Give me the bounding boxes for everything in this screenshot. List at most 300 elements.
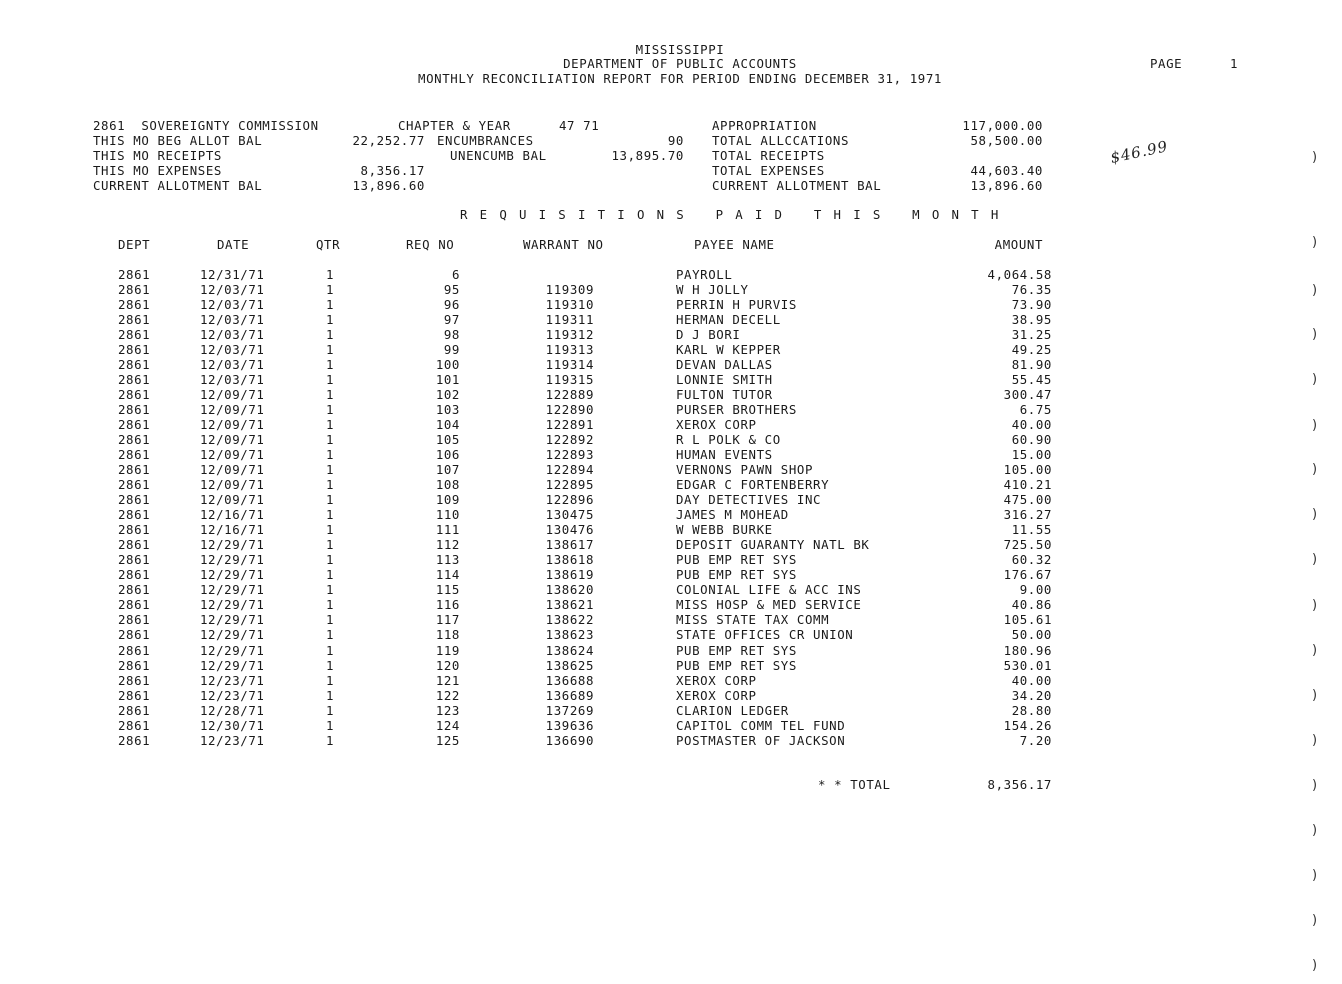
row-amount: 180.96: [1003, 642, 1052, 658]
col-warrant-no: WARRANT NO: [523, 237, 604, 252]
row-dept: 2861: [118, 522, 151, 538]
row-payee-name: PUB EMP RET SYS: [676, 657, 797, 673]
row-date: 12/31/71: [200, 267, 265, 282]
section-title: REQUISITIONS PAID THIS MONTH: [460, 207, 1011, 222]
row-payee-name: VERNONS PAWN SHOP: [676, 462, 814, 478]
row-req-no: 108: [435, 477, 460, 493]
row-req-no: 116: [435, 597, 460, 613]
table-row: [0, 733, 1342, 748]
row-dept: 2861: [118, 417, 151, 433]
row-warrant-no: 136688: [545, 672, 594, 688]
report-title: MONTHLY RECONCILIATION REPORT FOR PERIOD ENDING DECEMBER 31, 1971: [418, 71, 942, 86]
table-row: [0, 432, 1342, 447]
margin-mark-icon: ): [1312, 733, 1318, 748]
row-warrant-no: 138622: [545, 612, 594, 628]
row-date: 12/03/71: [200, 312, 265, 328]
appropriation-value: 117,000.00: [962, 118, 1043, 133]
unencumb-label: UNENCUMB BAL: [450, 148, 547, 163]
row-qtr: 1: [326, 642, 335, 658]
report-department: DEPARTMENT OF PUBLIC ACCOUNTS: [563, 56, 797, 71]
row-payee-name: PUB EMP RET SYS: [676, 567, 797, 583]
row-req-no: 123: [435, 702, 460, 718]
row-dept: 2861: [118, 372, 151, 388]
table-row: [0, 492, 1342, 507]
row-qtr: 1: [326, 597, 335, 613]
row-warrant-no: 122892: [545, 432, 594, 448]
row-payee-name: W H JOLLY: [676, 282, 749, 298]
row-req-no: 99: [443, 342, 460, 358]
row-amount: 725.50: [1003, 537, 1052, 553]
row-amount: 34.20: [1011, 687, 1052, 703]
row-dept: 2861: [118, 582, 151, 598]
row-warrant-no: 139636: [545, 717, 594, 733]
page-label: PAGE: [1150, 56, 1183, 71]
row-date: 12/29/71: [200, 552, 265, 568]
row-payee-name: PERRIN H PURVIS: [676, 297, 797, 313]
row-date: 12/03/71: [200, 372, 265, 388]
row-payee-name: DEVAN DALLAS: [676, 357, 773, 373]
row-dept: 2861: [118, 507, 151, 523]
row-dept: 2861: [118, 627, 151, 643]
row-amount: 176.67: [1003, 567, 1052, 583]
table-row: [0, 552, 1342, 567]
row-warrant-no: 119310: [545, 297, 594, 313]
margin-mark-icon: ): [1312, 868, 1318, 883]
row-amount: 49.25: [1011, 342, 1052, 358]
table-row: [0, 312, 1342, 327]
row-warrant-no: 130475: [545, 507, 594, 523]
row-dept: 2861: [118, 717, 151, 733]
row-date: 12/09/71: [200, 447, 265, 463]
row-date: 12/29/71: [200, 567, 265, 583]
row-req-no: 96: [443, 297, 460, 313]
row-warrant-no: 138621: [545, 597, 594, 613]
row-qtr: 1: [326, 282, 335, 298]
table-row: [0, 643, 1342, 658]
row-date: 12/29/71: [200, 537, 265, 553]
row-qtr: 1: [326, 612, 335, 628]
row-payee-name: HUMAN EVENTS: [676, 447, 773, 463]
row-amount: 154.26: [1003, 717, 1052, 733]
margin-mark-icon: ): [1312, 552, 1318, 567]
row-warrant-no: 122894: [545, 462, 594, 478]
row-date: 12/03/71: [200, 357, 265, 373]
row-warrant-no: 138617: [545, 537, 594, 553]
row-payee-name: STATE OFFICES CR UNION: [676, 627, 854, 643]
row-amount: 40.86: [1011, 597, 1052, 613]
beg-allot-label: THIS MO BEG ALLOT BAL: [93, 133, 263, 148]
row-qtr: 1: [326, 297, 335, 313]
chapter-year-label: CHAPTER & YEAR: [398, 118, 511, 133]
row-qtr: 1: [326, 717, 335, 733]
row-date: 12/03/71: [200, 297, 265, 313]
table-row: [0, 357, 1342, 372]
row-date: 12/29/71: [200, 657, 265, 673]
col-qtr: QTR: [316, 237, 341, 252]
row-amount: 300.47: [1003, 387, 1052, 403]
beg-allot-value: 22,252.77: [352, 133, 425, 148]
margin-mark-icon: ): [1312, 462, 1318, 477]
row-req-no: 111: [435, 522, 460, 538]
row-req-no: 115: [435, 582, 460, 598]
table-row: [0, 372, 1342, 387]
row-dept: 2861: [118, 537, 151, 553]
table-row: [0, 718, 1342, 733]
col-date: DATE: [217, 237, 250, 252]
table-row: [0, 627, 1342, 642]
table-row: [0, 282, 1342, 297]
row-warrant-no: 119315: [545, 372, 594, 388]
margin-mark-icon: ): [1312, 688, 1318, 703]
row-date: 12/29/71: [200, 582, 265, 598]
row-dept: 2861: [118, 732, 151, 748]
row-dept: 2861: [118, 402, 151, 418]
margin-mark-icon: ): [1312, 507, 1318, 522]
row-dept: 2861: [118, 357, 151, 373]
col-dept: DEPT: [118, 237, 151, 252]
row-req-no: 101: [435, 372, 460, 388]
row-date: 12/16/71: [200, 522, 265, 538]
row-dept: 2861: [118, 687, 151, 703]
row-date: 12/23/71: [200, 687, 265, 703]
row-req-no: 125: [435, 732, 460, 748]
row-payee-name: R L POLK & CO: [676, 432, 781, 448]
row-qtr: 1: [326, 402, 335, 418]
row-warrant-no: 138619: [545, 567, 594, 583]
row-dept: 2861: [118, 342, 151, 358]
row-qtr: 1: [326, 552, 335, 568]
row-req-no: 95: [443, 282, 460, 298]
row-payee-name: EDGAR C FORTENBERRY: [676, 477, 830, 493]
row-req-no: 110: [435, 507, 460, 523]
row-payee-name: XEROX CORP: [676, 417, 757, 433]
row-payee-name: LONNIE SMITH: [676, 372, 773, 388]
row-date: 12/16/71: [200, 507, 265, 523]
appropriation-label: APPROPRIATION: [712, 118, 817, 133]
row-warrant-no: 138620: [545, 582, 594, 598]
table-row: [0, 462, 1342, 477]
row-dept: 2861: [118, 447, 151, 463]
row-amount: 40.00: [1011, 417, 1052, 433]
row-date: 12/30/71: [200, 717, 265, 733]
row-date: 12/03/71: [200, 282, 265, 298]
row-payee-name: D J BORI: [676, 327, 741, 343]
row-req-no: 106: [435, 447, 460, 463]
row-date: 12/09/71: [200, 402, 265, 418]
expenses-value: 8,356.17: [360, 163, 425, 178]
row-payee-name: FULTON TUTOR: [676, 387, 773, 403]
row-dept: 2861: [118, 327, 151, 343]
row-req-no: 104: [435, 417, 460, 433]
row-payee-name: PURSER BROTHERS: [676, 402, 797, 418]
row-qtr: 1: [326, 672, 335, 688]
row-dept: 2861: [118, 477, 151, 493]
row-date: 12/09/71: [200, 462, 265, 478]
row-qtr: 1: [326, 492, 335, 508]
row-amount: 530.01: [1003, 657, 1052, 673]
table-row: [0, 522, 1342, 537]
row-amount: 15.00: [1011, 447, 1052, 463]
row-payee-name: CLARION LEDGER: [676, 702, 789, 718]
current-allot-label: CURRENT ALLOTMENT BAL: [93, 178, 263, 193]
row-dept: 2861: [118, 462, 151, 478]
row-warrant-no: 119312: [545, 327, 594, 343]
row-qtr: 1: [326, 387, 335, 403]
row-date: 12/29/71: [200, 642, 265, 658]
table-row: [0, 477, 1342, 492]
row-date: 12/09/71: [200, 417, 265, 433]
page-number: 1: [1230, 56, 1239, 71]
row-dept: 2861: [118, 432, 151, 448]
row-payee-name: DEPOSIT GUARANTY NATL BK: [676, 537, 870, 553]
row-date: 12/28/71: [200, 702, 265, 718]
row-qtr: 1: [326, 327, 335, 343]
row-payee-name: CAPITOL COMM TEL FUND: [676, 717, 846, 733]
col-payee-name: PAYEE NAME: [694, 237, 775, 252]
table-row: [0, 703, 1342, 718]
row-amount: 7.20: [1019, 732, 1052, 748]
row-dept: 2861: [118, 567, 151, 583]
table-row: [0, 447, 1342, 462]
row-amount: 40.00: [1011, 672, 1052, 688]
row-amount: 38.95: [1011, 312, 1052, 328]
row-req-no: 121: [435, 672, 460, 688]
row-amount: 475.00: [1003, 492, 1052, 508]
row-date: 12/23/71: [200, 672, 265, 688]
table-row: [0, 673, 1342, 688]
row-qtr: 1: [326, 582, 335, 598]
row-payee-name: POSTMASTER OF JACKSON: [676, 732, 846, 748]
row-warrant-no: 122896: [545, 492, 594, 508]
row-payee-name: PAYROLL: [676, 267, 733, 282]
row-amount: 81.90: [1011, 357, 1052, 373]
row-dept: 2861: [118, 492, 151, 508]
row-qtr: 1: [326, 567, 335, 583]
row-date: 12/29/71: [200, 627, 265, 643]
row-qtr: 1: [326, 522, 335, 538]
row-date: 12/09/71: [200, 432, 265, 448]
receipts-label: THIS MO RECEIPTS: [93, 148, 222, 163]
total-value: 8,356.17: [987, 777, 1052, 792]
row-warrant-no: 119314: [545, 357, 594, 373]
row-req-no: 105: [435, 432, 460, 448]
row-dept: 2861: [118, 387, 151, 403]
row-dept: 2861: [118, 267, 151, 282]
row-payee-name: PUB EMP RET SYS: [676, 552, 797, 568]
table-row: [0, 342, 1342, 357]
row-qtr: 1: [326, 687, 335, 703]
row-dept: 2861: [118, 702, 151, 718]
row-amount: 6.75: [1019, 402, 1052, 418]
row-req-no: 109: [435, 492, 460, 508]
table-row: [0, 537, 1342, 552]
expenses-label: THIS MO EXPENSES: [93, 163, 222, 178]
row-dept: 2861: [118, 672, 151, 688]
row-amount: 105.61: [1003, 612, 1052, 628]
row-amount: 73.90: [1011, 297, 1052, 313]
row-qtr: 1: [326, 627, 335, 643]
col-req-no: REQ NO: [406, 237, 455, 252]
table-row: [0, 597, 1342, 612]
row-dept: 2861: [118, 282, 151, 298]
margin-mark-icon: ): [1312, 327, 1318, 342]
row-warrant-no: 136690: [545, 732, 594, 748]
row-amount: 410.21: [1003, 477, 1052, 493]
row-date: 12/09/71: [200, 492, 265, 508]
row-dept: 2861: [118, 597, 151, 613]
row-payee-name: PUB EMP RET SYS: [676, 642, 797, 658]
row-qtr: 1: [326, 657, 335, 673]
row-dept: 2861: [118, 312, 151, 328]
row-amount: 11.55: [1011, 522, 1052, 538]
row-req-no: 98: [443, 327, 460, 343]
current-allotment-value: 13,896.60: [970, 178, 1043, 193]
agency-name: 2861 SOVEREIGNTY COMMISSION: [93, 118, 319, 133]
row-amount: 60.90: [1011, 432, 1052, 448]
margin-mark-icon: ): [1312, 598, 1318, 613]
row-qtr: 1: [326, 417, 335, 433]
row-dept: 2861: [118, 642, 151, 658]
row-req-no: 118: [435, 627, 460, 643]
row-req-no: 107: [435, 462, 460, 478]
margin-mark-icon: ): [1312, 958, 1318, 973]
row-warrant-no: 138618: [545, 552, 594, 568]
table-row: [0, 658, 1342, 673]
row-warrant-no: 122890: [545, 402, 594, 418]
row-payee-name: KARL W KEPPER: [676, 342, 781, 358]
row-date: 12/03/71: [200, 342, 265, 358]
table-row: [0, 402, 1342, 417]
row-date: 12/23/71: [200, 732, 265, 748]
row-qtr: 1: [326, 342, 335, 358]
col-amount: AMOUNT: [994, 237, 1043, 252]
table-row: [0, 507, 1342, 522]
margin-mark-icon: ): [1312, 823, 1318, 838]
row-warrant-no: 122893: [545, 447, 594, 463]
row-payee-name: DAY DETECTIVES INC: [676, 492, 822, 508]
row-qtr: 1: [326, 702, 335, 718]
row-amount: 105.00: [1003, 462, 1052, 478]
total-label: * * TOTAL: [818, 777, 891, 792]
row-req-no: 120: [435, 657, 460, 673]
table-row: [0, 267, 1342, 282]
row-warrant-no: 138625: [545, 657, 594, 673]
row-warrant-no: 119311: [545, 312, 594, 328]
row-payee-name: XEROX CORP: [676, 672, 757, 688]
row-amount: 76.35: [1011, 282, 1052, 298]
row-req-no: 117: [435, 612, 460, 628]
row-qtr: 1: [326, 312, 335, 328]
row-amount: 55.45: [1011, 372, 1052, 388]
encumbrances-value: 90: [667, 133, 684, 148]
row-req-no: 100: [435, 357, 460, 373]
table-row: [0, 297, 1342, 312]
report-state: MISSISSIPPI: [635, 42, 725, 57]
row-payee-name: HERMAN DECELL: [676, 312, 781, 328]
row-qtr: 1: [326, 462, 335, 478]
table-row: [0, 582, 1342, 597]
margin-mark-icon: ): [1312, 418, 1318, 433]
margin-mark-icon: ): [1312, 372, 1318, 387]
row-amount: 316.27: [1003, 507, 1052, 523]
row-qtr: 1: [326, 447, 335, 463]
row-amount: 4,064.58: [987, 267, 1052, 282]
table-row: [0, 567, 1342, 582]
row-warrant-no: 119313: [545, 342, 594, 358]
row-req-no: 119: [435, 642, 460, 658]
row-warrant-no: 122891: [545, 417, 594, 433]
row-req-no: 97: [443, 312, 460, 328]
row-amount: 60.32: [1011, 552, 1052, 568]
row-qtr: 1: [326, 432, 335, 448]
row-warrant-no: 122895: [545, 477, 594, 493]
chapter-year-value: 47 71: [559, 118, 600, 133]
current-allotment-label: CURRENT ALLOTMENT BAL: [712, 178, 882, 193]
margin-mark-icon: ): [1312, 283, 1318, 298]
row-date: 12/09/71: [200, 477, 265, 493]
row-dept: 2861: [118, 297, 151, 313]
margin-mark-icon: ): [1312, 778, 1318, 793]
margin-mark-icon: ): [1312, 643, 1318, 658]
row-dept: 2861: [118, 657, 151, 673]
row-warrant-no: 138624: [545, 642, 594, 658]
row-req-no: 114: [435, 567, 460, 583]
row-req-no: 112: [435, 537, 460, 553]
row-qtr: 1: [326, 372, 335, 388]
row-dept: 2861: [118, 612, 151, 628]
row-qtr: 1: [326, 537, 335, 553]
row-warrant-no: 119309: [545, 282, 594, 298]
row-date: 12/09/71: [200, 387, 265, 403]
table-row: [0, 387, 1342, 402]
total-receipts-label: TOTAL RECEIPTS: [712, 148, 825, 163]
row-dept: 2861: [118, 552, 151, 568]
total-allocations-value: 58,500.00: [970, 133, 1043, 148]
row-date: 12/29/71: [200, 597, 265, 613]
row-payee-name: W WEBB BURKE: [676, 522, 773, 538]
row-req-no: 113: [435, 552, 460, 568]
row-payee-name: XEROX CORP: [676, 687, 757, 703]
handwritten-note: $46.99: [1108, 137, 1170, 167]
row-amount: 9.00: [1019, 582, 1052, 598]
row-qtr: 1: [326, 732, 335, 748]
row-warrant-no: 136689: [545, 687, 594, 703]
table-header: [0, 237, 1342, 252]
unencumb-value: 13,895.70: [611, 148, 684, 163]
row-payee-name: COLONIAL LIFE & ACC INS: [676, 582, 862, 598]
table-row: [0, 327, 1342, 342]
row-payee-name: MISS HOSP & MED SERVICE: [676, 597, 862, 613]
row-payee-name: JAMES M MOHEAD: [676, 507, 789, 523]
row-req-no: 102: [435, 387, 460, 403]
row-req-no: 103: [435, 402, 460, 418]
row-amount: 31.25: [1011, 327, 1052, 343]
row-date: 12/03/71: [200, 327, 265, 343]
margin-mark-icon: ): [1312, 913, 1318, 928]
current-allot-value: 13,896.60: [352, 178, 425, 193]
row-warrant-no: 122889: [545, 387, 594, 403]
encumbrances-label: ENCUMBRANCES: [437, 133, 534, 148]
row-qtr: 1: [326, 267, 335, 282]
row-amount: 28.80: [1011, 702, 1052, 718]
table-row: [0, 688, 1342, 703]
table-row: [0, 612, 1342, 627]
row-qtr: 1: [326, 357, 335, 373]
row-warrant-no: 137269: [545, 702, 594, 718]
row-req-no: 6: [451, 267, 460, 282]
row-warrant-no: 138623: [545, 627, 594, 643]
table-row: [0, 417, 1342, 432]
